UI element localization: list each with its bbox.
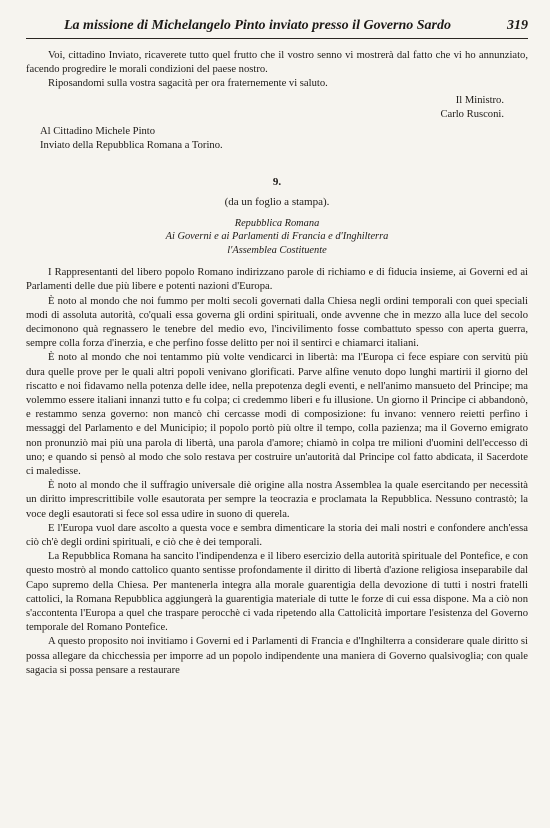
page-number: 319: [507, 18, 528, 33]
document-heading: [26, 217, 528, 258]
running-header: [26, 18, 528, 39]
addressee-line: Al Cittadino Michele Pinto: [40, 125, 156, 137]
body-paragraph: È noto al mondo che noi tentammo più volte vendicarci in libertà: ma l'Europa ci fece espiare con servitù più dura quelle prove per le quali altri popoli venivano glorificati. Parve alfine venuto dopo lunghi martirii il giorno del riscatto e noi fidavamo nella potenza delle idee, nella prepotenza degli eventi, e nell'animo mansueto del Principe; ma volemmo essere italiani innanzi tutto e fu colpa; ci credemmo liberi e fu illusione. Un giorno il Principe ci abbandonò, e restammo senza governo: non mancò chi cercasse modi di composizione: fu invano: vennero reietti perfino i messaggi del Parlamento e del Municipio; il popolo portò più oltre il tempo, colla pazienza; ma il Governo emigrato non pronunziò mai più una parola di libertà, una parola d'amore; chiamò in colpa tre milioni d'uomini dell'eccesso di uno; e quando si pensò al modo che solo restava per costruire un'autorità dal Principe col fatto abdicata, il Sacerdote ci maledisse.: [26, 352, 528, 477]
addressee-line: Inviato della Repubblica Romana a Torino.: [40, 140, 223, 152]
body-paragraph: I Rappresentanti del libero popolo Romano indirizzano parole di richiamo e di fiducia insieme, ai Governi ed ai Parlamenti delle due più libere e potenti nazioni d'Europa.: [26, 267, 528, 293]
running-title: La missione di Michelangelo Pinto inviato presso il Governo Sardo: [64, 18, 451, 33]
document-source: (da un foglio a stampa).: [224, 195, 330, 208]
body-paragraph: La Repubblica Romana ha sancito l'indipendenza e il libero esercizio della autorità spirituale del Pontefice, e con questo mostrò al mondo cattolico quanto sentisse profondamente il diritto di libertà d'azione religiosa inseparabile dal Capo supremo della Chiesa. Per mantenerla integra alla morale guarentigia della devozione di tutti i nostri fratelli cattolici, la Romana Repubblica aggiungerà la guarentigia materiale di tutte le forze di cui essa dispone. Ma a ciò non s'accontenta l'Europa a quel che traspare perocchè ci vada ripetendo alla Cattolicità importare l'esistenza del Governo temporale del Romano Pontefice.: [26, 551, 528, 634]
heading-line: Repubblica Romana: [234, 217, 320, 229]
heading-line: Ai Governi e ai Parlamenti di Francia e d'Inghilterra: [165, 231, 389, 243]
body-paragraph: È noto al mondo che il suffragio universale diè origine alla nostra Assemblea la quale esercitando per necessità un diritto imprescrittibile volle esautorata per sempre la teocrazia e proclamata la Repubblica. Nessuno contrastò; la voce degli esautorati si fece sol essa udire in suono di querela.: [26, 480, 528, 520]
signature-block: [26, 94, 528, 123]
document-number: 9.: [272, 175, 282, 188]
letter-paragraph: Riposandomi sulla vostra sagacità per ora fraternemente vi saluto.: [48, 78, 328, 90]
heading-line: l'Assemblea Costituente: [227, 244, 327, 256]
letter-paragraph: Voi, cittadino Inviato, ricaverete tutto quel frutto che il vostro senno vi mostrerà dal fatto che vi ho annunziato, facendo progredire le morali condizioni del paese nostro.: [26, 50, 528, 76]
body-paragraph: È noto al mondo che noi fummo per molti secoli governati dalla Chiesa negli ordini temporali con quei speciali modi di assoluta autorità, co'quali essa governa gli ordini spirituali, onde avvenne che in mezzo alla luce del secolo decimonono quà regnassero le tenebre del medio evo, l'incivilimento fosse combattuto spesso con aperta guerra, sempre colla forza d'inerzia, e che perfino fosse delitto per noi il sentirci e chiamarci italiani.: [26, 295, 528, 350]
signature-role: Il Ministro.: [455, 94, 504, 106]
signature-name: Carlo Rusconi.: [440, 109, 504, 121]
body-paragraph: E l'Europa vuol dare ascolto a questa voce e sembra dimenticare la storia dei mali nostri e confondere anch'essa ciò ch'è degli ordini spirituali, e ciò che è dei temporali.: [26, 522, 528, 548]
body-paragraph: A questo proposito noi invitiamo i Governi ed i Parlamenti di Francia e d'Inghilterra a considerare quale diritto si possa allegare da chicchessia per imporre ad un popolo indipendente una maniera di Governo qualsivoglia; con quale sagacia si possa pensare a restaurare: [26, 636, 528, 676]
addressee-block: [26, 125, 528, 154]
document-body: [26, 266, 528, 678]
